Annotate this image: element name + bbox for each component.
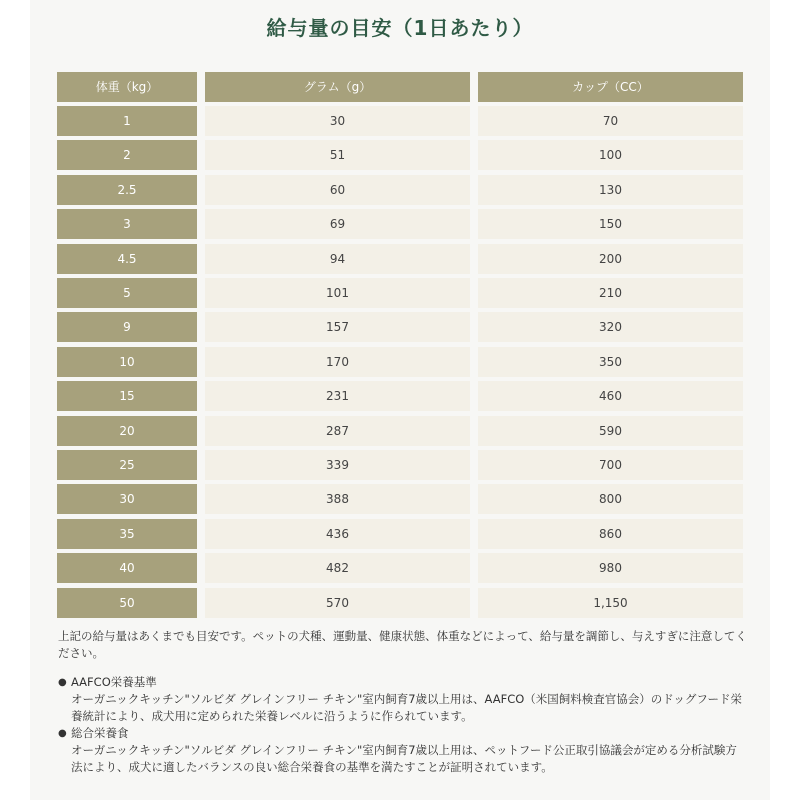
note-heading-aafco [58,674,748,691]
cups-cell: 800 [478,484,743,514]
grams-cell: 94 [205,244,470,274]
grams-cell: 170 [205,347,470,377]
notes-section [58,628,748,776]
grams-cell: 231 [205,381,470,411]
grams-cell: 101 [205,278,470,308]
weight-cell: 2.5 [57,175,197,205]
grams-cell: 60 [205,175,470,205]
weight-cell: 35 [57,519,197,549]
page-title: 給与量の目安（1日あたり） [266,16,534,40]
note-heading: AAFCO栄養基準 [71,675,157,689]
bullet-icon: ● [58,728,67,739]
cups-cell: 200 [478,244,743,274]
header-grams: グラム（g） [205,72,470,102]
cups-cell: 590 [478,416,743,446]
weight-cell: 2 [57,140,197,170]
note-heading: 総合栄養食 [71,726,129,740]
weight-cell: 4.5 [57,244,197,274]
intro-note: 上記の給与量はあくまでも目安です。ペットの犬種、運動量、健康状態、体重などによって、給与量を調節し、与えすぎに注意してください。 [58,629,747,660]
grams-cell: 287 [205,416,470,446]
note-body-complete-nutrition: オーガニックキッチン"ソルビダ グレインフリー チキン"室内飼育7歳以上用は、ペットフード公正取引協議会が定める分析試験方法により、成犬に適したバランスの良い総合栄養食の基準を満たすことが証明されています。 [71,743,737,774]
note-body-aafco: オーガニックキッチン"ソルビダ グレインフリー チキン"室内飼育7歳以上用は、AAFCO（米国飼料検査官協会）のドッグフード栄養統計により、成犬用に定められた栄養レベルに沿うように作られています。 [71,692,743,723]
weight-cell: 1 [57,106,197,136]
weight-cell: 10 [57,347,197,377]
cups-cell: 1,150 [478,588,743,618]
weight-cell: 3 [57,209,197,239]
weight-cell: 40 [57,553,197,583]
grams-cell: 436 [205,519,470,549]
cups-cell: 100 [478,140,743,170]
cups-cell: 860 [478,519,743,549]
weight-cell: 5 [57,278,197,308]
cups-cell: 700 [478,450,743,480]
grams-cell: 30 [205,106,470,136]
grams-cell: 51 [205,140,470,170]
weight-cell: 25 [57,450,197,480]
header-weight: 体重（kg） [57,72,197,102]
header-cups: カップ（CC） [478,72,743,102]
cups-cell: 320 [478,312,743,342]
grams-cell: 339 [205,450,470,480]
grams-cell: 69 [205,209,470,239]
grams-cell: 157 [205,312,470,342]
cups-cell: 460 [478,381,743,411]
cups-cell: 150 [478,209,743,239]
grams-cell: 482 [205,553,470,583]
cups-cell: 350 [478,347,743,377]
cups-cell: 980 [478,553,743,583]
cups-cell: 210 [478,278,743,308]
weight-cell: 30 [57,484,197,514]
weight-cell: 9 [57,312,197,342]
weight-cell: 50 [57,588,197,618]
grams-cell: 570 [205,588,470,618]
cups-cell: 130 [478,175,743,205]
grams-cell: 388 [205,484,470,514]
bullet-icon: ● [58,677,67,688]
weight-cell: 15 [57,381,197,411]
cups-cell: 70 [478,106,743,136]
weight-cell: 20 [57,416,197,446]
note-heading-complete-nutrition [58,725,748,742]
